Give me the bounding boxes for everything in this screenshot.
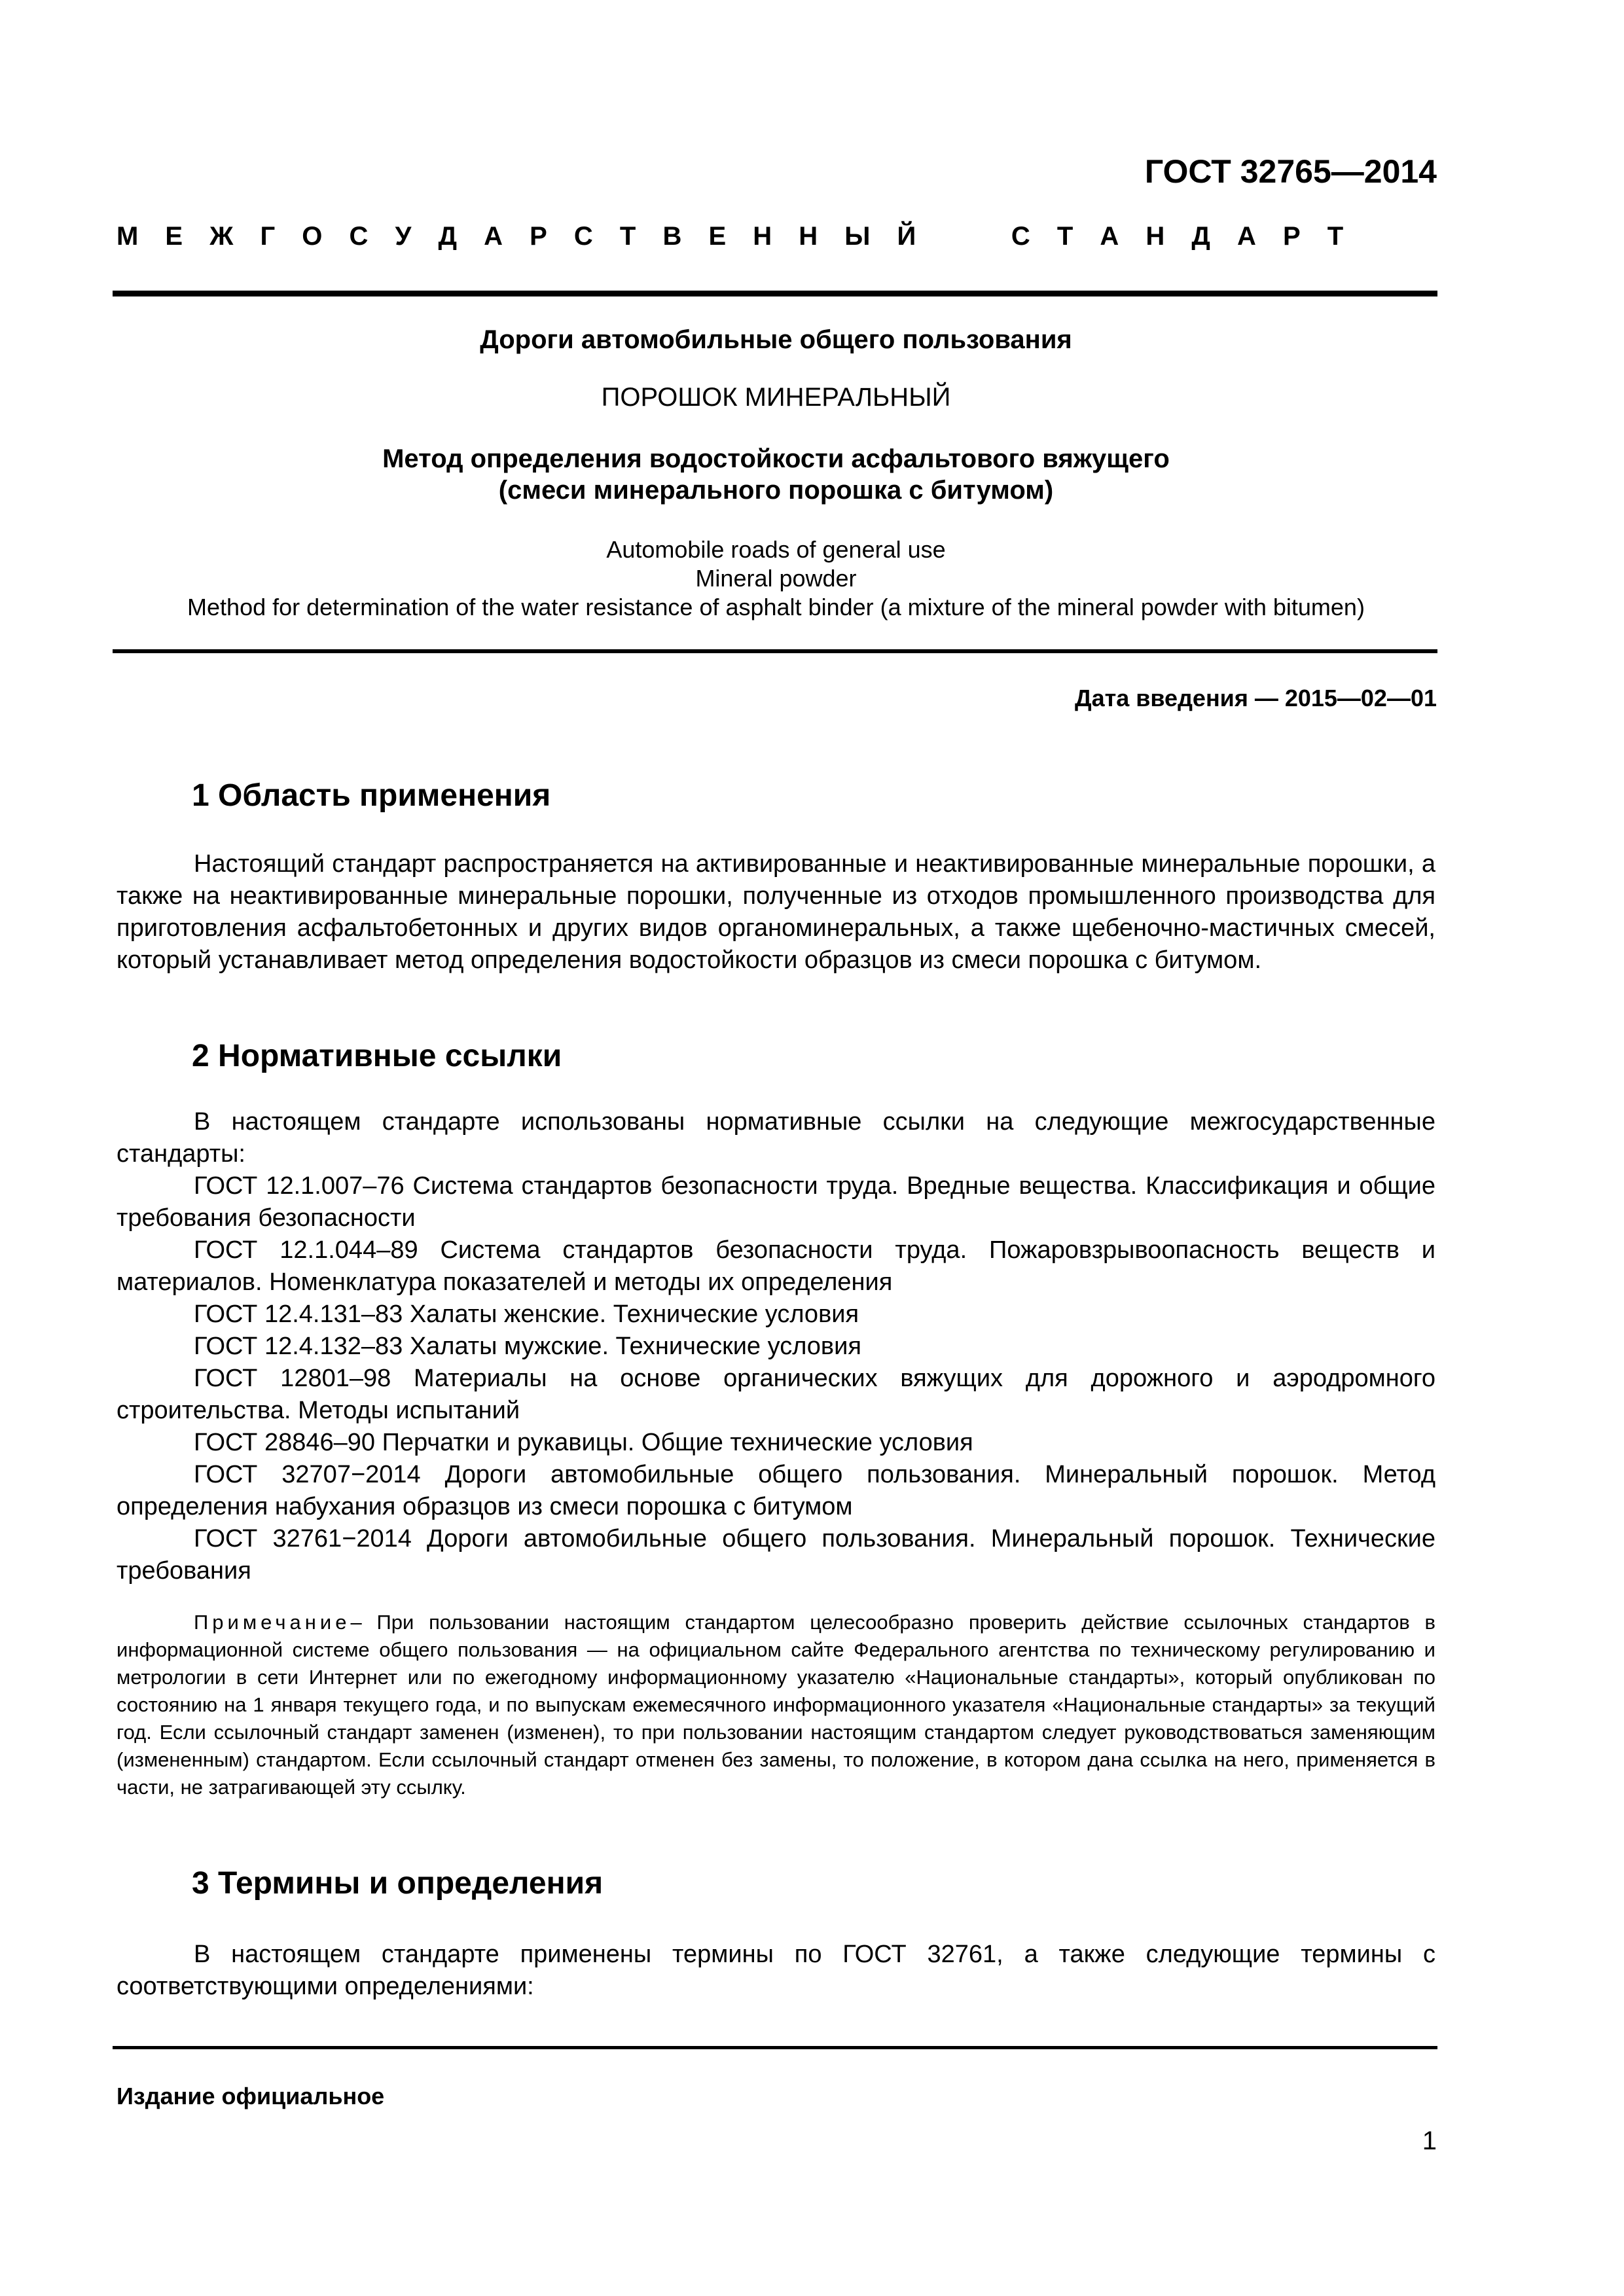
english-title-2: Mineral powder (695, 565, 857, 592)
normative-references-list (117, 1170, 1435, 1587)
standard-category: М Е Ж Г О С У Д А Р С Т В Е Н Н Ы Й С Т А Н Д А Р Т (117, 222, 1354, 251)
section-3-title: 3 Термины и определения (192, 1866, 604, 1901)
title-line-2: ПОРОШОК МИНЕРАЛЬНЫЙ (601, 383, 951, 412)
reference-item: ГОСТ 12.4.131–83 Халаты женские. Технические условия (194, 1300, 859, 1328)
reference-item: ГОСТ 12.1.044–89 Система стандартов безопасности труда. Пожаровзрывоопасность веществ и материалов. Номенклатура показателей и методы их определения (117, 1236, 1435, 1296)
title-line-4: (смеси минерального порошка с битумом) (498, 476, 1054, 505)
reference-item: ГОСТ 12801–98 Материалы на основе органических вяжущих для дорожного и аэродромного строительства. Методы испытаний (117, 1365, 1435, 1424)
section-1-text: Настоящий стандарт распространяется на активированные и неактивированные минеральные порошки, а также на неактивированные минеральные порошки, полученные из отходов промышленного производства для приготовления асфальтобетонных и других видов органоминеральных, а также щебеночно-мастичных смесей, который устанавливает метод определения водостойкости образцов из смеси порошка с битумом. (117, 850, 1435, 974)
reference-item: ГОСТ 32707−2014 Дороги автомобильные общего пользования. Минеральный порошок. Метод определения набухания образцов из смеси порошка с битумом (117, 1461, 1435, 1520)
introduction-date: Дата введения — 2015—02—01 (1074, 685, 1437, 711)
title-bottom-rule (113, 649, 1437, 653)
top-thick-rule (113, 291, 1437, 296)
reference-item: ГОСТ 12.4.132–83 Халаты мужские. Технические условия (194, 1333, 861, 1360)
page-number: 1 (1422, 2126, 1437, 2155)
section-1-title: 1 Область применения (192, 778, 551, 813)
note-label: Примечание (194, 1611, 351, 1634)
section-3-text: В настоящем стандарте применены термины по ГОСТ 32761, а также следующие термины с соответствующими определениями: (117, 1941, 1435, 2000)
english-title-1: Automobile roads of general use (606, 536, 946, 563)
english-title-3: Method for determination of the water resistance of asphalt binder (a mixture of the mineral powder with bitumen) (187, 594, 1365, 620)
section-2-note (117, 1609, 1435, 1801)
reference-item: ГОСТ 32761−2014 Дороги автомобильные общего пользования. Минеральный порошок. Технические требования (117, 1525, 1435, 1585)
document-code: ГОСТ 32765—2014 (1144, 153, 1437, 190)
title-line-3: Метод определения водостойкости асфальтового вяжущего (382, 444, 1170, 473)
note-text: – При пользовании настоящим стандартом целесообразно проверить действие ссылочных стандартов в информационной системе общего пользования — на официальном сайте Федерального агентства по техническому регулированию и метрологии в сети Интернет или по ежегодному информационному указателю «Национальные стандарты», который опубликован по состоянию на 1 января текущего года, и по выпускам ежемесячного информационного указателя «Национальные стандарты» за текущий год. Если ссылочный стандарт заменен (изменен), то при пользовании настоящим стандартом следует руководствоваться заменяющим (измененным) стандартом. Если ссылочный стандарт отменен без замены, то положение, в котором дана ссылка на него, применяется в части, не затрагивающей эту ссылку. (117, 1611, 1435, 1799)
section-2-intro: В настоящем стандарте использованы нормативные ссылки на следующие межгосударственные стандарты: (117, 1108, 1435, 1168)
official-edition-label: Издание официальное (117, 2083, 385, 2109)
section-2-title: 2 Нормативные ссылки (192, 1039, 562, 1073)
footer-rule (113, 2046, 1437, 2049)
reference-item: ГОСТ 28846–90 Перчатки и рукавицы. Общие технические условия (194, 1429, 973, 1456)
reference-item: ГОСТ 12.1.007–76 Система стандартов безопасности труда. Вредные вещества. Классификация и общие требования безопасности (117, 1172, 1435, 1232)
title-line-1: Дороги автомобильные общего пользования (480, 325, 1072, 354)
